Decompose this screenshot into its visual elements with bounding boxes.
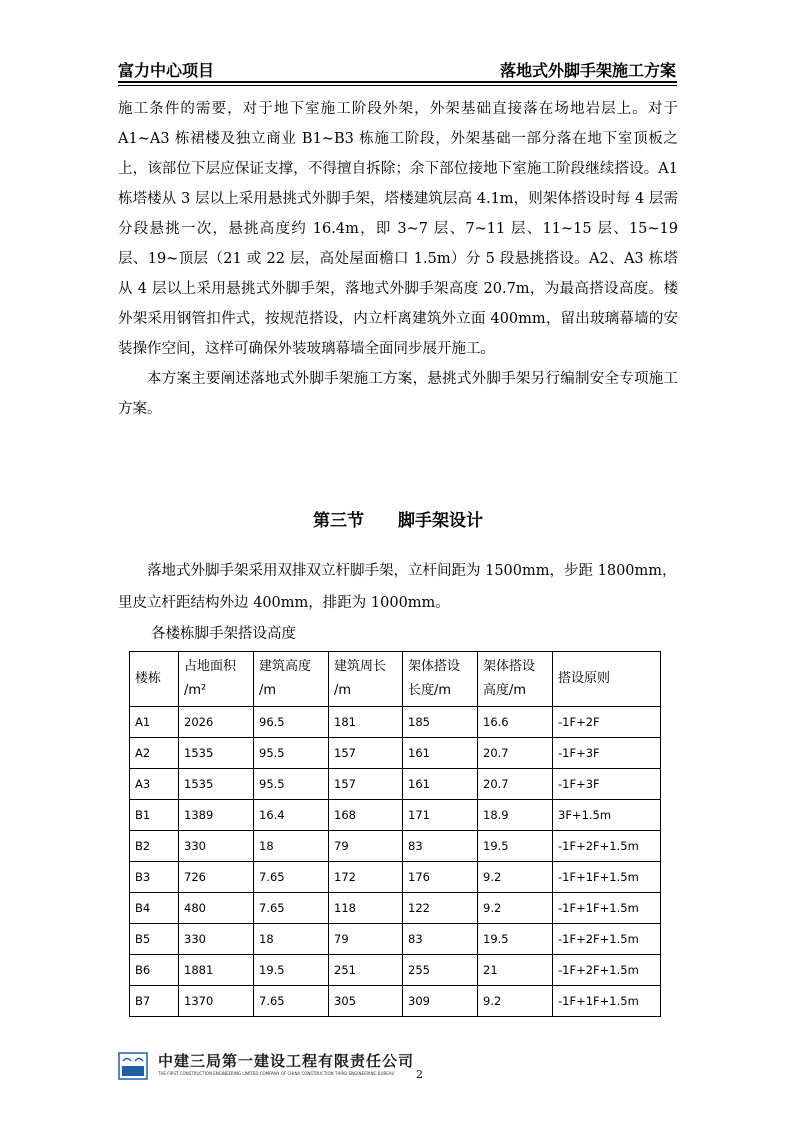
table-row xyxy=(130,924,661,955)
table-cell: 83 xyxy=(403,831,478,862)
company-name-english: THE FIRST CONSTRUCTION ENGINEERING LIMITED COMPANY OF CHINA CONSTRUCTION THIRD ENGINEERING BUREAU xyxy=(158,1071,395,1076)
table-cell: 7.65 xyxy=(254,862,329,893)
table-cell: 83 xyxy=(403,924,478,955)
header-scaffold-length: 架体搭设 长度/m xyxy=(403,652,478,707)
table-cell: 1370 xyxy=(179,986,254,1017)
paragraph-scaffold-design: 落地式外脚手架采用双排双立杆脚手架，立杆间距为 1500mm，步距 1800mm，里皮立杆距结构外边 400mm，排距为 1000mm。 xyxy=(118,563,677,611)
table-cell: 79 xyxy=(329,924,403,955)
header-footprint: 占地面积 /m² xyxy=(179,652,254,707)
table-cell: 480 xyxy=(179,893,254,924)
table-row xyxy=(130,955,661,986)
table-cell: 18 xyxy=(254,831,329,862)
table-cell: 19.5 xyxy=(478,924,553,955)
table-cell: 122 xyxy=(403,893,478,924)
table-cell: 19.5 xyxy=(254,955,329,986)
table-cell: 305 xyxy=(329,986,403,1017)
table-cell: -1F+3F xyxy=(553,738,661,769)
table-cell: 96.5 xyxy=(254,707,329,738)
paragraph-scheme-scope: 本方案主要阐述落地式外脚手架施工方案，悬挑式外脚手架另行编制安全专项施工方案。 xyxy=(118,371,678,417)
table-cell: 1881 xyxy=(179,955,254,986)
table-cell: B7 xyxy=(130,986,179,1017)
project-name: 富力中心项目 xyxy=(118,61,215,80)
header-building: 楼栋 xyxy=(130,652,179,707)
table-cell: 181 xyxy=(329,707,403,738)
document-title: 落地式外脚手架施工方案 xyxy=(499,61,676,80)
table-cell: -1F+2F+1.5m xyxy=(553,955,661,986)
table-cell: 21 xyxy=(478,955,553,986)
table-cell: 7.65 xyxy=(254,893,329,924)
table-cell: 255 xyxy=(403,955,478,986)
header-perimeter: 建筑周长 /m xyxy=(329,652,403,707)
table-cell: 251 xyxy=(329,955,403,986)
table-cell: 1535 xyxy=(179,738,254,769)
table-cell: 9.2 xyxy=(478,893,553,924)
table-cell: 168 xyxy=(329,800,403,831)
header-scaffold-height: 架体搭设 高度/m xyxy=(478,652,553,707)
table-cell: -1F+1F+1.5m xyxy=(553,986,661,1017)
table-header-row xyxy=(130,652,661,707)
table-cell: 16.6 xyxy=(478,707,553,738)
table-cell: 161 xyxy=(403,769,478,800)
page-footer xyxy=(118,1050,448,1090)
table-cell: 18.9 xyxy=(478,800,553,831)
table-cell: 16.4 xyxy=(254,800,329,831)
table-caption: 各楼栋脚手架搭设高度 xyxy=(151,626,296,642)
scaffold-height-table xyxy=(129,651,661,1017)
table-cell: -1F+1F+1.5m xyxy=(553,893,661,924)
table-cell: 309 xyxy=(403,986,478,1017)
table-cell: A3 xyxy=(130,769,179,800)
table-cell: -1F+2F+1.5m xyxy=(553,924,661,955)
table-row xyxy=(130,986,661,1017)
table-row xyxy=(130,862,661,893)
table-cell: 161 xyxy=(403,738,478,769)
table-cell: 95.5 xyxy=(254,769,329,800)
table-cell: B6 xyxy=(130,955,179,986)
table-cell: 2026 xyxy=(179,707,254,738)
section-number: 第三节 xyxy=(313,511,364,531)
table-cell: 176 xyxy=(403,862,478,893)
table-cell: 95.5 xyxy=(254,738,329,769)
table-cell: -1F+2F xyxy=(553,707,661,738)
table-cell: 185 xyxy=(403,707,478,738)
design-text xyxy=(118,555,678,619)
table-cell: -1F+3F xyxy=(553,769,661,800)
section-heading xyxy=(118,506,678,531)
table-cell: B3 xyxy=(130,862,179,893)
table-cell: 7.65 xyxy=(254,986,329,1017)
table-cell: 330 xyxy=(179,924,254,955)
page-header xyxy=(118,58,676,82)
table-cell: 20.7 xyxy=(478,769,553,800)
body-text xyxy=(118,94,678,424)
page-number: 2 xyxy=(416,1068,423,1081)
table-cell: 79 xyxy=(329,831,403,862)
section-title: 脚手架设计 xyxy=(398,511,483,531)
table-cell: A1 xyxy=(130,707,179,738)
table-cell: -1F+2F+1.5m xyxy=(553,831,661,862)
table-cell: B5 xyxy=(130,924,179,955)
table-row xyxy=(130,738,661,769)
table-cell: 1535 xyxy=(179,769,254,800)
table-cell: 18 xyxy=(254,924,329,955)
table-cell: 118 xyxy=(329,893,403,924)
table-body xyxy=(130,707,661,1017)
table-cell: 9.2 xyxy=(478,862,553,893)
table-row xyxy=(130,769,661,800)
paragraph-construction-conditions: 施工条件的需要，对于地下室施工阶段外架，外架基础直接落在场地岩层上。对于 A1~A3 栋裙楼及独立商业 B1~B3 栋施工阶段，外架基础一部分落在地下室顶板之上，该部位下层应保证支撑，不得擅自拆除；余下部位接地下室施工阶段继续搭设。A1 栋塔楼从 3 层以上采用悬挑式外脚手架，塔楼建筑层高 4.1m，则架体搭设时每 4 层需分段悬挑一次，悬挑高度约 16.4m，即 3~7 层、7~11 层、11~15 层、15~19 层、19~顶层（21 或 22 层，高处屋面檐口 1.5m）分 5 段悬挑搭设。A2、A3 栋塔从 4 层以上采用悬挑式外脚手架，落地式外脚手架高度 20.7m，为最高搭设高度。楼外架采用钢管扣件式，按规范搭设，内立杆离建筑外立面 400mm，留出玻璃幕墙的安装操作空间，这样可确保外装玻璃幕墙全面同步展开施工。 xyxy=(118,101,678,357)
table-cell: 157 xyxy=(329,769,403,800)
table-cell: 1389 xyxy=(179,800,254,831)
header-erection-principle: 搭设原则 xyxy=(553,652,661,707)
table-cell: 20.7 xyxy=(478,738,553,769)
table-cell: 330 xyxy=(179,831,254,862)
table-row xyxy=(130,893,661,924)
table-cell: -1F+1F+1.5m xyxy=(553,862,661,893)
table-cell: B2 xyxy=(130,831,179,862)
header-rule-thick xyxy=(118,81,677,83)
cscec-logo-icon xyxy=(118,1052,148,1080)
table-row xyxy=(130,831,661,862)
table-cell: 172 xyxy=(329,862,403,893)
table-cell: B4 xyxy=(130,893,179,924)
table-cell: 726 xyxy=(179,862,254,893)
table-cell: 9.2 xyxy=(478,986,553,1017)
table-cell: 3F+1.5m xyxy=(553,800,661,831)
header-building-height: 建筑高度 /m xyxy=(254,652,329,707)
table-cell: 19.5 xyxy=(478,831,553,862)
table-cell: 157 xyxy=(329,738,403,769)
table-cell: B1 xyxy=(130,800,179,831)
table-row xyxy=(130,707,661,738)
company-name: 中建三局第一建设工程有限责任公司 xyxy=(158,1052,415,1070)
table-row xyxy=(130,800,661,831)
table-cell: A2 xyxy=(130,738,179,769)
table-cell: 171 xyxy=(403,800,478,831)
header-rule-thin xyxy=(118,85,677,86)
